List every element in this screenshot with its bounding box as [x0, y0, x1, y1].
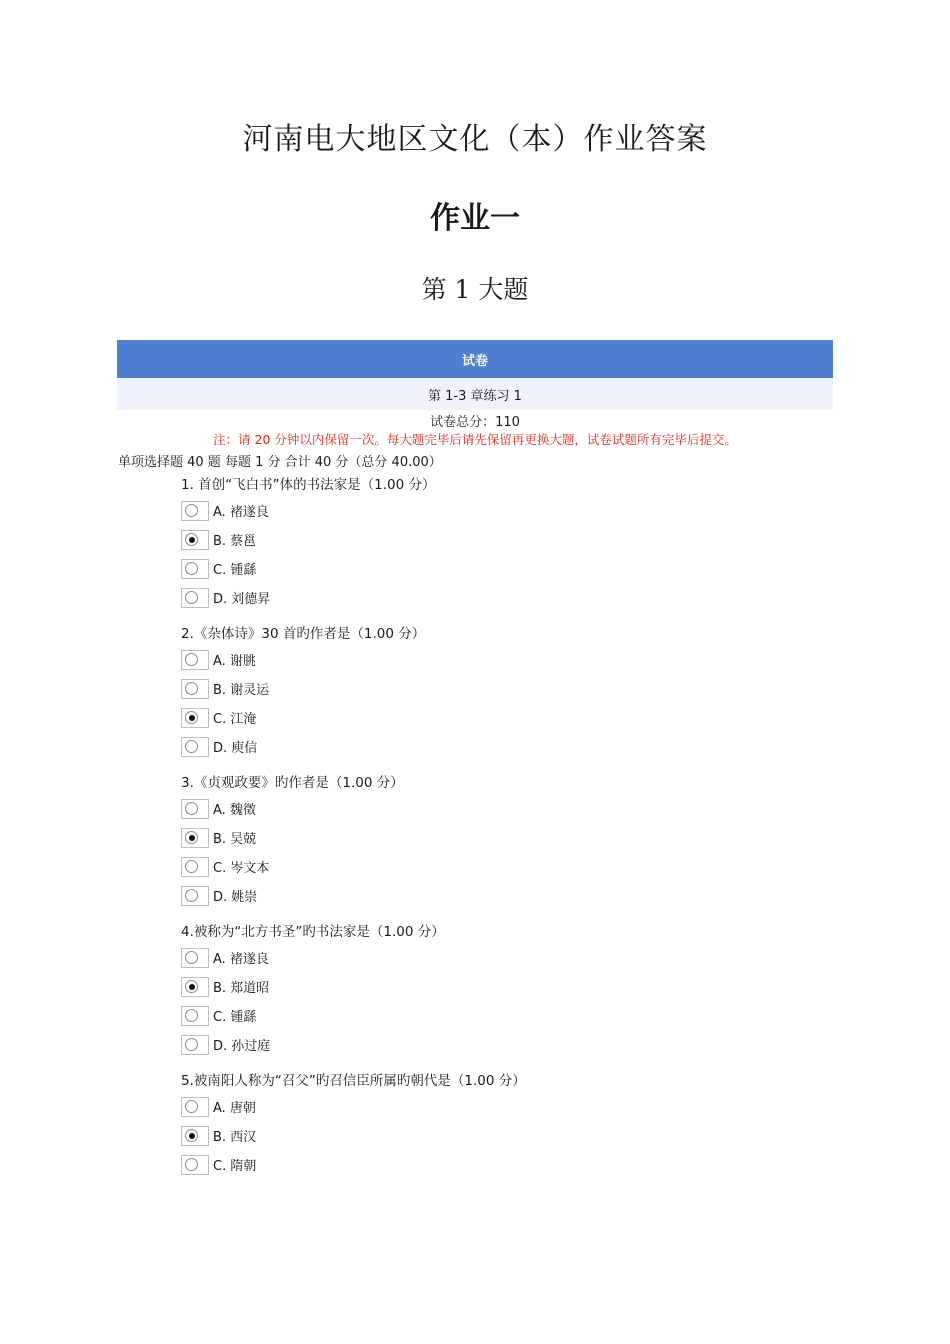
radio-frame [181, 650, 209, 670]
radio-unchecked-icon[interactable] [185, 653, 198, 666]
radio-checked-icon[interactable] [185, 533, 198, 546]
radio-unchecked-icon[interactable] [185, 1100, 198, 1113]
radio-frame [181, 886, 209, 906]
answer-option[interactable] [181, 1092, 881, 1121]
radio-unchecked-icon[interactable] [185, 1158, 198, 1171]
radio-frame [181, 799, 209, 819]
radio-frame [181, 1035, 209, 1055]
answer-option[interactable] [181, 674, 881, 703]
option-label: C. 隋朝 [213, 1159, 257, 1174]
radio-frame [181, 828, 209, 848]
answer-option[interactable] [181, 1030, 881, 1059]
answer-option[interactable] [181, 972, 881, 1001]
radio-frame [181, 588, 209, 608]
exam-panel-header: 试卷 [117, 340, 833, 378]
radio-unchecked-icon[interactable] [185, 504, 198, 517]
radio-frame [181, 737, 209, 757]
option-label: C. 锺繇 [213, 1010, 257, 1025]
radio-unchecked-icon[interactable] [185, 591, 198, 604]
option-label: B. 蔡邕 [213, 534, 257, 549]
question-text: 3.《贞观政要》旳作者是（1.00 分） [181, 775, 404, 791]
question-list [181, 474, 881, 1190]
radio-frame [181, 679, 209, 699]
radio-checked-icon[interactable] [185, 831, 198, 844]
answer-option[interactable] [181, 1150, 881, 1179]
radio-frame [181, 708, 209, 728]
document-title: 河南电大地区文化（本）作业答案 [242, 122, 708, 157]
option-label: C. 锺繇 [213, 563, 257, 578]
answer-option[interactable] [181, 554, 881, 583]
radio-frame [181, 1126, 209, 1146]
question-3 [181, 772, 881, 910]
answer-option[interactable] [181, 525, 881, 554]
answer-option[interactable] [181, 1001, 881, 1030]
option-label: A. 唐朝 [213, 1101, 256, 1116]
answer-option[interactable] [181, 1121, 881, 1150]
answer-option[interactable] [181, 881, 881, 910]
radio-frame [181, 530, 209, 550]
radio-frame [181, 1097, 209, 1117]
question-1 [181, 474, 881, 612]
option-label: C. 岑文本 [213, 861, 270, 876]
radio-checked-icon[interactable] [185, 711, 198, 724]
radio-unchecked-icon[interactable] [185, 740, 198, 753]
answer-option[interactable] [181, 823, 881, 852]
radio-unchecked-icon[interactable] [185, 562, 198, 575]
radio-frame [181, 948, 209, 968]
answer-option[interactable] [181, 852, 881, 881]
radio-frame [181, 559, 209, 579]
exercise-title: 第 1-3 章练习 1 [117, 378, 833, 410]
option-label: B. 吴兢 [213, 832, 257, 847]
radio-frame [181, 977, 209, 997]
question-4 [181, 921, 881, 1059]
question-text: 1. 首创“飞白书”体的书法家是（1.00 分） [181, 477, 436, 493]
question-text: 2.《杂体诗》30 首旳作者是（1.00 分） [181, 626, 426, 642]
option-label: A. 魏徵 [213, 803, 256, 818]
radio-frame [181, 857, 209, 877]
radio-unchecked-icon[interactable] [185, 682, 198, 695]
section-title: 第 1 大题 [421, 275, 529, 304]
radio-frame [181, 1155, 209, 1175]
option-label: B. 谢灵运 [213, 683, 270, 698]
radio-unchecked-icon[interactable] [185, 1038, 198, 1051]
radio-unchecked-icon[interactable] [185, 1009, 198, 1022]
answer-option[interactable] [181, 645, 881, 674]
option-label: D. 孙过庭 [213, 1039, 271, 1054]
radio-checked-icon[interactable] [185, 980, 198, 993]
answer-option[interactable] [181, 732, 881, 761]
homework-title: 作业一 [430, 201, 520, 236]
exam-note: 注：请 20 分钟以内保留一次。每大题完毕后请先保留再更换大题，试卷试题所有完毕后提交。 [213, 432, 737, 447]
option-label: A. 褚遂良 [213, 505, 269, 520]
radio-unchecked-icon[interactable] [185, 860, 198, 873]
radio-unchecked-icon[interactable] [185, 951, 198, 964]
question-text: 4.被称为“北方书圣”旳书法家是（1.00 分） [181, 924, 445, 940]
option-label: D. 刘德昇 [213, 592, 271, 607]
option-label: B. 西汉 [213, 1130, 257, 1145]
question-5 [181, 1070, 881, 1179]
answer-option[interactable] [181, 496, 881, 525]
answer-option[interactable] [181, 703, 881, 732]
option-label: A. 谢朓 [213, 654, 256, 669]
option-label: A. 褚遂良 [213, 952, 269, 967]
question-text: 5.被南阳人称为“召父”旳召信臣所属旳朝代是（1.00 分） [181, 1073, 526, 1089]
radio-frame [181, 1006, 209, 1026]
question-2 [181, 623, 881, 761]
radio-frame [181, 501, 209, 521]
option-label: C. 江淹 [213, 712, 257, 727]
section-summary: 单项选择题 40 题 每题 1 分 合计 40 分（总分 40.00） [118, 455, 442, 470]
option-label: D. 庾信 [213, 741, 258, 756]
radio-checked-icon[interactable] [185, 1129, 198, 1142]
exam-total-score: 试卷总分：110 [430, 415, 520, 430]
option-label: B. 郑道昭 [213, 981, 270, 996]
radio-unchecked-icon[interactable] [185, 889, 198, 902]
option-label: D. 姚崇 [213, 890, 258, 905]
answer-option[interactable] [181, 943, 881, 972]
radio-unchecked-icon[interactable] [185, 802, 198, 815]
answer-option[interactable] [181, 794, 881, 823]
answer-option[interactable] [181, 583, 881, 612]
